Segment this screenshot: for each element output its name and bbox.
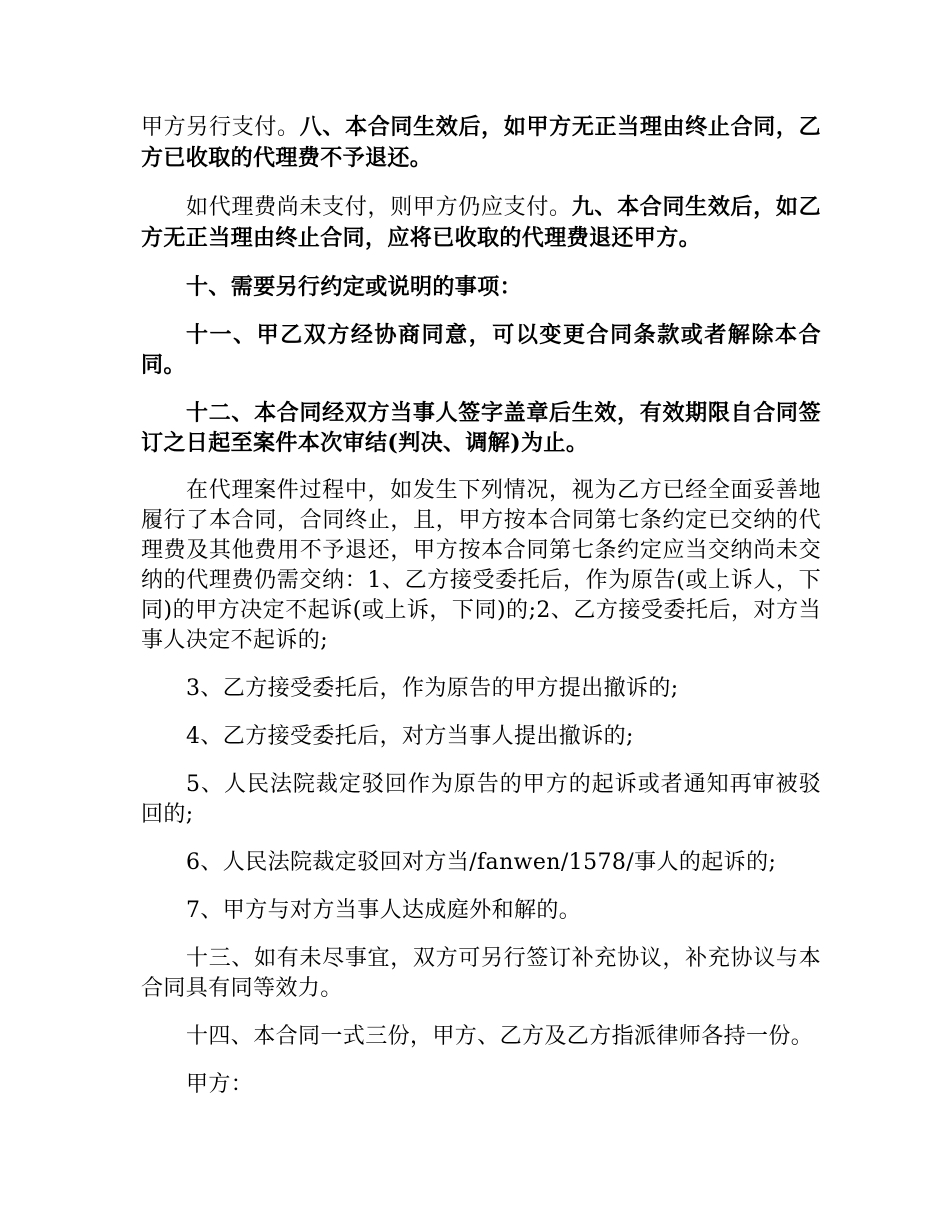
paragraph-clause-14: 十四、本合同一式三份，甲方、乙方及乙方指派律师各持一份。 [186,1024,814,1049]
paragraph-clause-12: 十二、本合同经双方当事人签字盖章后生效，有效期限自合同签订之日起至案件本次审结(判决、调解)为止。 [141,400,821,456]
paragraph-condition-7: 7、甲方与对方当事人达成庭外和解的。 [186,898,582,923]
paragraph-condition-6: 6、人民法院裁定驳回对方当/fanwen/1578/事人的起诉的; [186,850,777,875]
paragraph-plain-text: 如代理费尚未支付，则甲方仍应支付。 [186,195,572,220]
paragraph-condition-3: 3、乙方接受委托后，作为原告的甲方提出撤诉的; [186,676,679,701]
paragraph-clause-11: 十一、甲乙双方经协商同意，可以变更合同条款或者解除本合同。 [141,322,821,378]
paragraph-clause-8 [141,112,821,174]
clause-9-bold-text: 九、本合同生效后，如乙方无正当理由终止合同，应将已收取的代理费退还甲方。 [141,194,821,251]
paragraph-condition-5: 5、人民法院裁定驳回作为原告的甲方的起诉或者通知再审被驳回的; [141,772,821,827]
paragraph-clause-13: 十三、如有未尽事宜，双方可另行签订补充协议，补充协议与本合同具有同等效力。 [141,946,821,1001]
paragraph-termination-conditions: 在代理案件过程中，如发生下列情况，视为乙方已经全面妥善地履行了本合同，合同终止，且，甲方按本合同第七条约定已交纳的代理费及其他费用不予退还，甲方按本合同第七条约定应当交纳尚未交纳的代理费仍需交纳：1、乙方接受委托后，作为原告(或上诉人，下同)的甲方决定不起诉(或上诉，下同)的;2、乙方接受委托后，对方当事人决定不起诉的; [141,478,821,653]
paragraph-plain-text: 甲方另行支付。 [141,115,300,140]
document-body [141,112,821,1118]
clause-8-bold-text: 八、本合同生效后，如甲方无正当理由终止合同，乙方已收取的代理费不予退还。 [141,114,821,171]
paragraph-clause-10: 十、需要另行约定或说明的事项： [186,274,523,300]
paragraph-condition-4: 4、乙方接受委托后，对方当事人提出撤诉的; [186,724,634,749]
paragraph-clause-9 [141,192,821,254]
party-a-signature-label: 甲方： [186,1072,254,1097]
